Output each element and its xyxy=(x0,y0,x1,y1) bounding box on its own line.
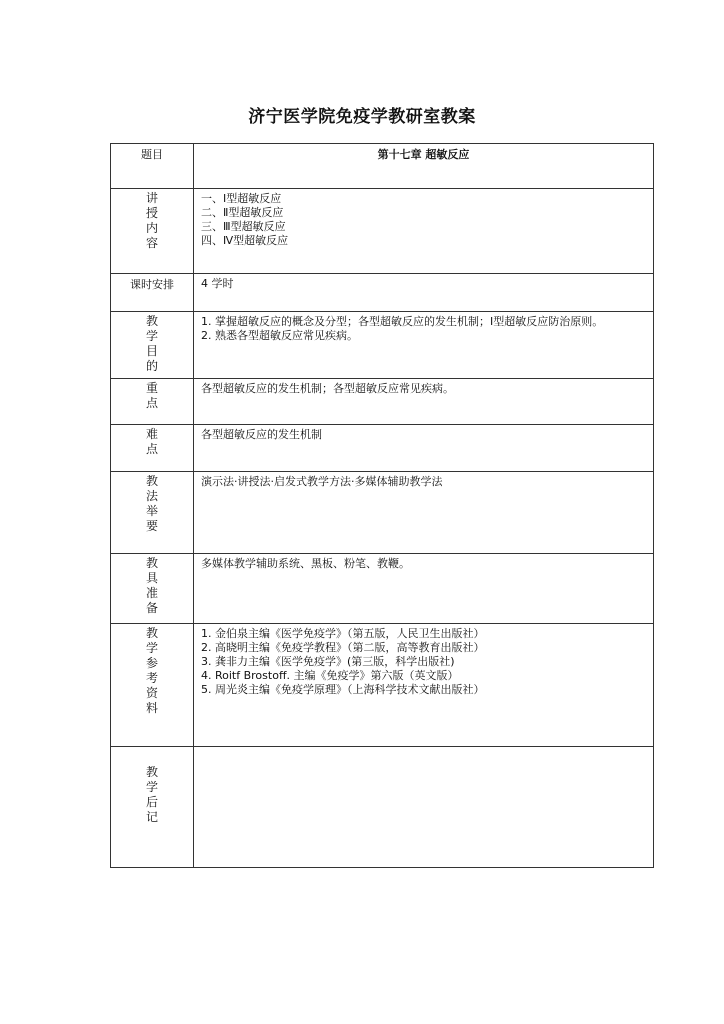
content-line: 二、Ⅱ型超敏反应 xyxy=(201,206,284,219)
label-char: 料 xyxy=(145,701,158,715)
objectives-value xyxy=(194,312,654,379)
key-points-value: 各型超敏反应的发生机制；各型超敏反应常见疾病。 xyxy=(194,379,654,425)
label-char: 教 xyxy=(145,474,158,488)
row-notes xyxy=(111,747,654,868)
label-char: 备 xyxy=(145,601,158,615)
methods-value: 演示法·讲授法·启发式教学方法·多媒体辅助教学法 xyxy=(194,472,654,554)
row-key-points xyxy=(111,379,654,425)
chapter-title: 第十七章 超敏反应 xyxy=(194,144,654,189)
label-char: 目 xyxy=(145,344,158,358)
objective-line: 2. 熟悉各型超敏反应常见疾病。 xyxy=(201,329,358,342)
row-difficulties xyxy=(111,425,654,472)
document-title: 济宁医学院免疫学教研室教案 xyxy=(248,107,476,127)
reference-line: 1. 金伯泉主编《医学免疫学》（第五版，人民卫生出版社） xyxy=(201,627,485,640)
row-topic xyxy=(111,144,654,189)
label-char: 讲 xyxy=(145,191,158,205)
content-line: 四、Ⅳ型超敏反应 xyxy=(201,234,289,247)
lesson-plan-table xyxy=(110,143,654,868)
label-char: 举 xyxy=(145,504,158,518)
label-char: 学 xyxy=(145,780,158,794)
label-char: 学 xyxy=(145,641,158,655)
label-char: 要 xyxy=(145,519,158,533)
label-char: 内 xyxy=(145,221,158,235)
difficulties-value: 各型超敏反应的发生机制 xyxy=(194,425,654,472)
label-char: 教 xyxy=(145,765,158,779)
notes-value xyxy=(194,747,654,868)
reference-line: 4. Roitf Brostoff. 主编《免疫学》第六版（英文版） xyxy=(201,669,459,682)
label-char: 法 xyxy=(145,489,158,503)
label-char: 教 xyxy=(145,626,158,640)
label-char: 教 xyxy=(145,314,158,328)
methods-label xyxy=(111,472,194,554)
label-char: 容 xyxy=(145,236,158,250)
label-char: 难 xyxy=(145,427,158,441)
reference-line: 5. 周光炎主编《免疫学原理》（上海科学技术文献出版社） xyxy=(201,683,485,696)
content-value xyxy=(194,189,654,274)
row-methods xyxy=(111,472,654,554)
tools-label xyxy=(111,554,194,624)
row-tools xyxy=(111,554,654,624)
content-line: 一、Ⅰ型超敏反应 xyxy=(201,192,282,205)
notes-label xyxy=(111,747,194,868)
topic-label: 题目 xyxy=(111,144,194,189)
row-objectives xyxy=(111,312,654,379)
label-char: 点 xyxy=(145,442,158,456)
difficulties-label xyxy=(111,425,194,472)
row-references xyxy=(111,624,654,747)
label-char: 教 xyxy=(145,556,158,570)
objective-line: 1. 掌握超敏反应的概念及分型；各型超敏反应的发生机制；Ⅰ型超敏反应防治原则。 xyxy=(201,315,604,328)
hours-value: 4 学时 xyxy=(194,274,654,312)
content-line: 三、Ⅲ型超敏反应 xyxy=(201,220,286,233)
tools-value: 多媒体教学辅助系统、黑板、粉笔、教鞭。 xyxy=(194,554,654,624)
label-char: 点 xyxy=(145,396,158,410)
label-char: 考 xyxy=(145,671,158,685)
label-char: 具 xyxy=(145,571,158,585)
key-points-label xyxy=(111,379,194,425)
content-label xyxy=(111,189,194,274)
label-char: 的 xyxy=(145,359,158,373)
hours-label: 课时安排 xyxy=(111,274,194,312)
label-char: 资 xyxy=(145,686,158,700)
references-value xyxy=(194,624,654,747)
row-hours xyxy=(111,274,654,312)
reference-line: 2. 高晓明主编《免疫学教程》（第二版，高等教育出版社） xyxy=(201,641,485,654)
row-content xyxy=(111,189,654,274)
label-char: 学 xyxy=(145,329,158,343)
label-char: 后 xyxy=(145,795,158,809)
reference-line: 3. 龚非力主编《医学免疫学》(第三版，科学出版社) xyxy=(201,655,455,668)
label-char: 准 xyxy=(145,586,158,600)
label-char: 参 xyxy=(145,656,158,670)
references-label xyxy=(111,624,194,747)
label-char: 重 xyxy=(145,381,158,395)
label-char: 授 xyxy=(145,206,158,220)
objectives-label xyxy=(111,312,194,379)
label-char: 记 xyxy=(145,810,158,824)
